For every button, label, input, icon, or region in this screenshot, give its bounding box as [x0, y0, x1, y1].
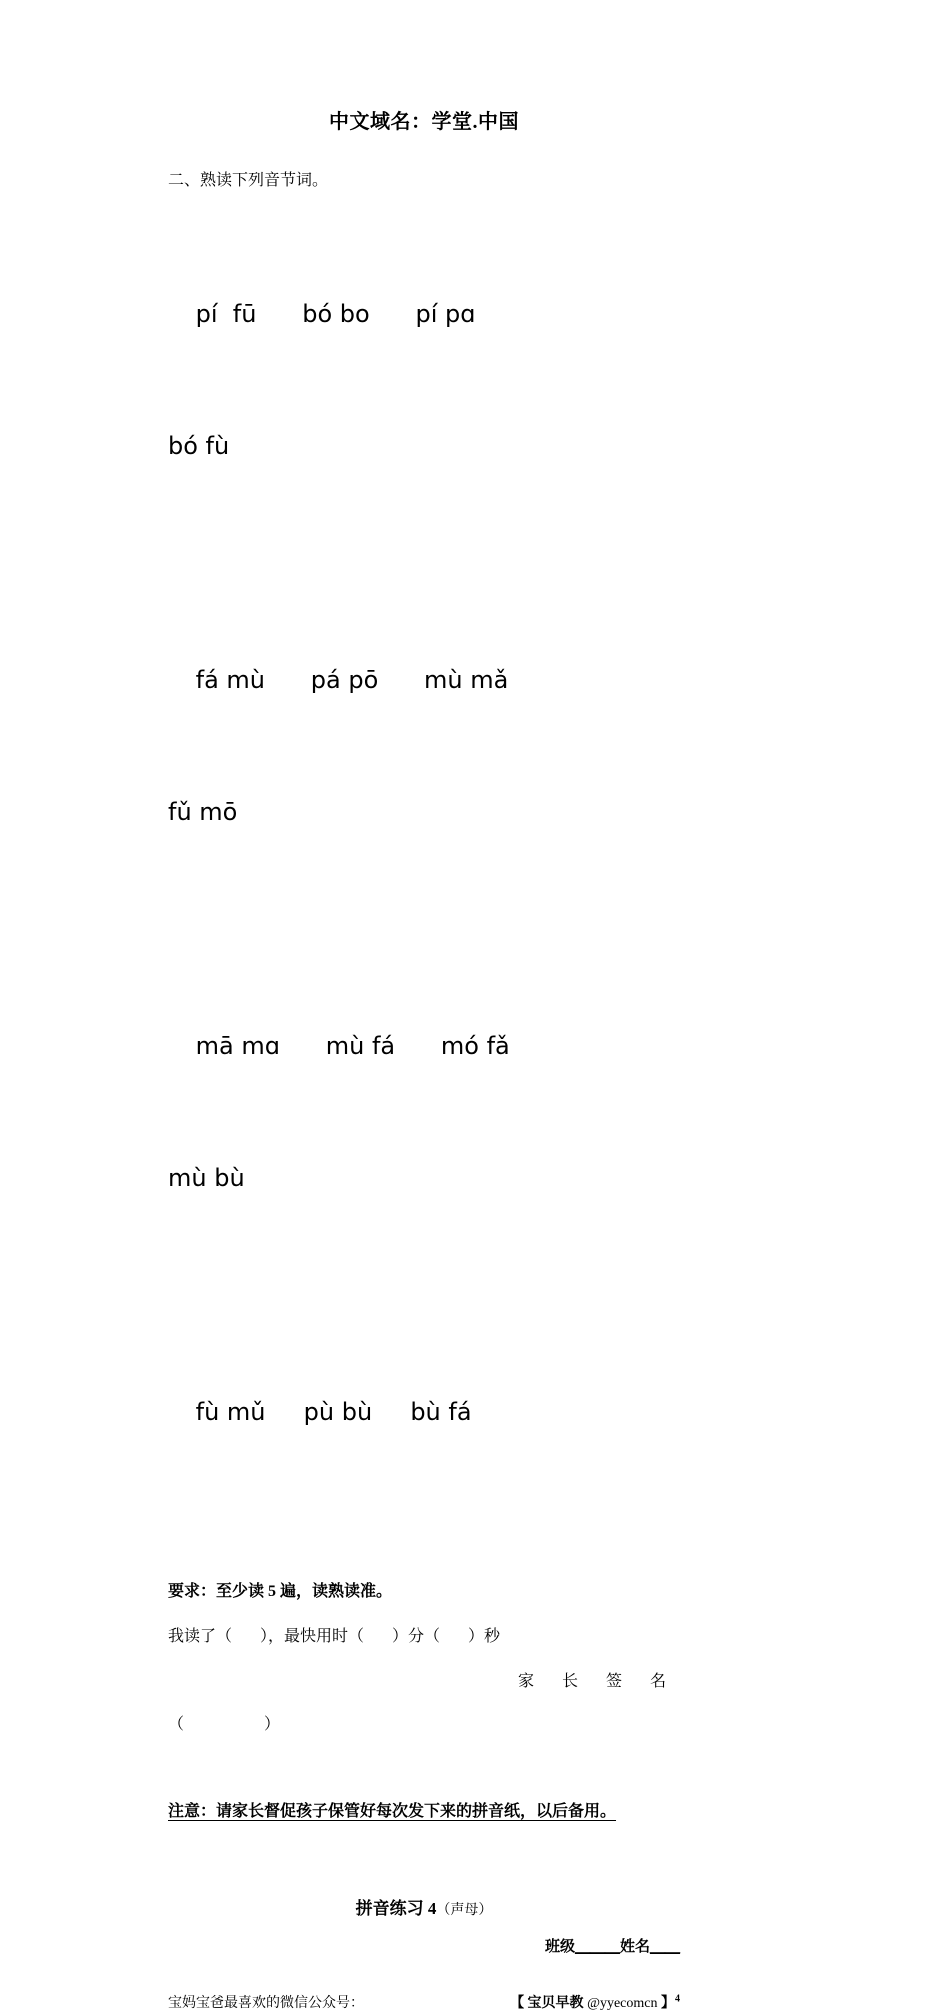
footer-account: @yyecomcn: [587, 1996, 658, 2011]
pinyin-line: bó fù: [168, 432, 230, 460]
pinyin-line: mù bù: [168, 1164, 245, 1192]
notice-text: 注意：请家长督促孩子保管好每次发下来的拼音纸，以后备用。: [168, 1803, 617, 1820]
requirement-text: 要求：至少读 5 遍，读熟读准。: [168, 1583, 393, 1600]
page-footer: [168, 1992, 680, 2012]
footer-left-text: 宝妈宝爸最喜欢的微信公众号：: [168, 1996, 364, 2011]
section-heading: 二、熟读下列音节词。: [168, 172, 329, 189]
footer-bracket-open: 【 宝贝早教: [510, 1996, 588, 2011]
footer-right-text: [510, 1992, 680, 2012]
pinyin-line: mā mɑ mù fá mó fǎ: [188, 1032, 510, 1060]
class-label: 班级: [544, 1939, 575, 1955]
read-record-line: 我读了（ ），最快用时（ ）分（ ）秒: [168, 1628, 501, 1645]
pinyin-line: fǔ mō: [168, 798, 238, 826]
pinyin-line: pí fū bó bo pí pɑ: [188, 300, 476, 328]
page-title: 中文域名：学堂.中国: [329, 111, 519, 133]
signature-blank: （ ）: [168, 1716, 281, 1733]
next-exercise-title-main: 拼音练习 4: [355, 1899, 437, 1918]
pinyin-group-4: [168, 1302, 680, 1522]
pinyin-group-3: [168, 936, 680, 1288]
pinyin-line: fù mǔ pù bù bù fá: [188, 1398, 472, 1426]
next-exercise-title: [168, 1894, 680, 1919]
signature-label: 家 长 签 名: [517, 1673, 678, 1690]
pinyin-group-2: [168, 570, 680, 922]
class-blank: ＿＿＿: [574, 1939, 620, 1955]
page-number: 4: [675, 1993, 680, 2005]
footer-bracket-close: 】: [657, 1996, 675, 2011]
name-blank: ＿＿: [649, 1939, 680, 1955]
class-name-line: [168, 1935, 680, 1956]
next-exercise-title-sub: （声母）: [436, 1903, 493, 1918]
page-content: [168, 0, 680, 2012]
name-label: 姓名: [619, 1939, 650, 1955]
pinyin-line: fá mù pá pō mù mǎ: [188, 666, 509, 694]
pinyin-group-1: [168, 204, 680, 556]
